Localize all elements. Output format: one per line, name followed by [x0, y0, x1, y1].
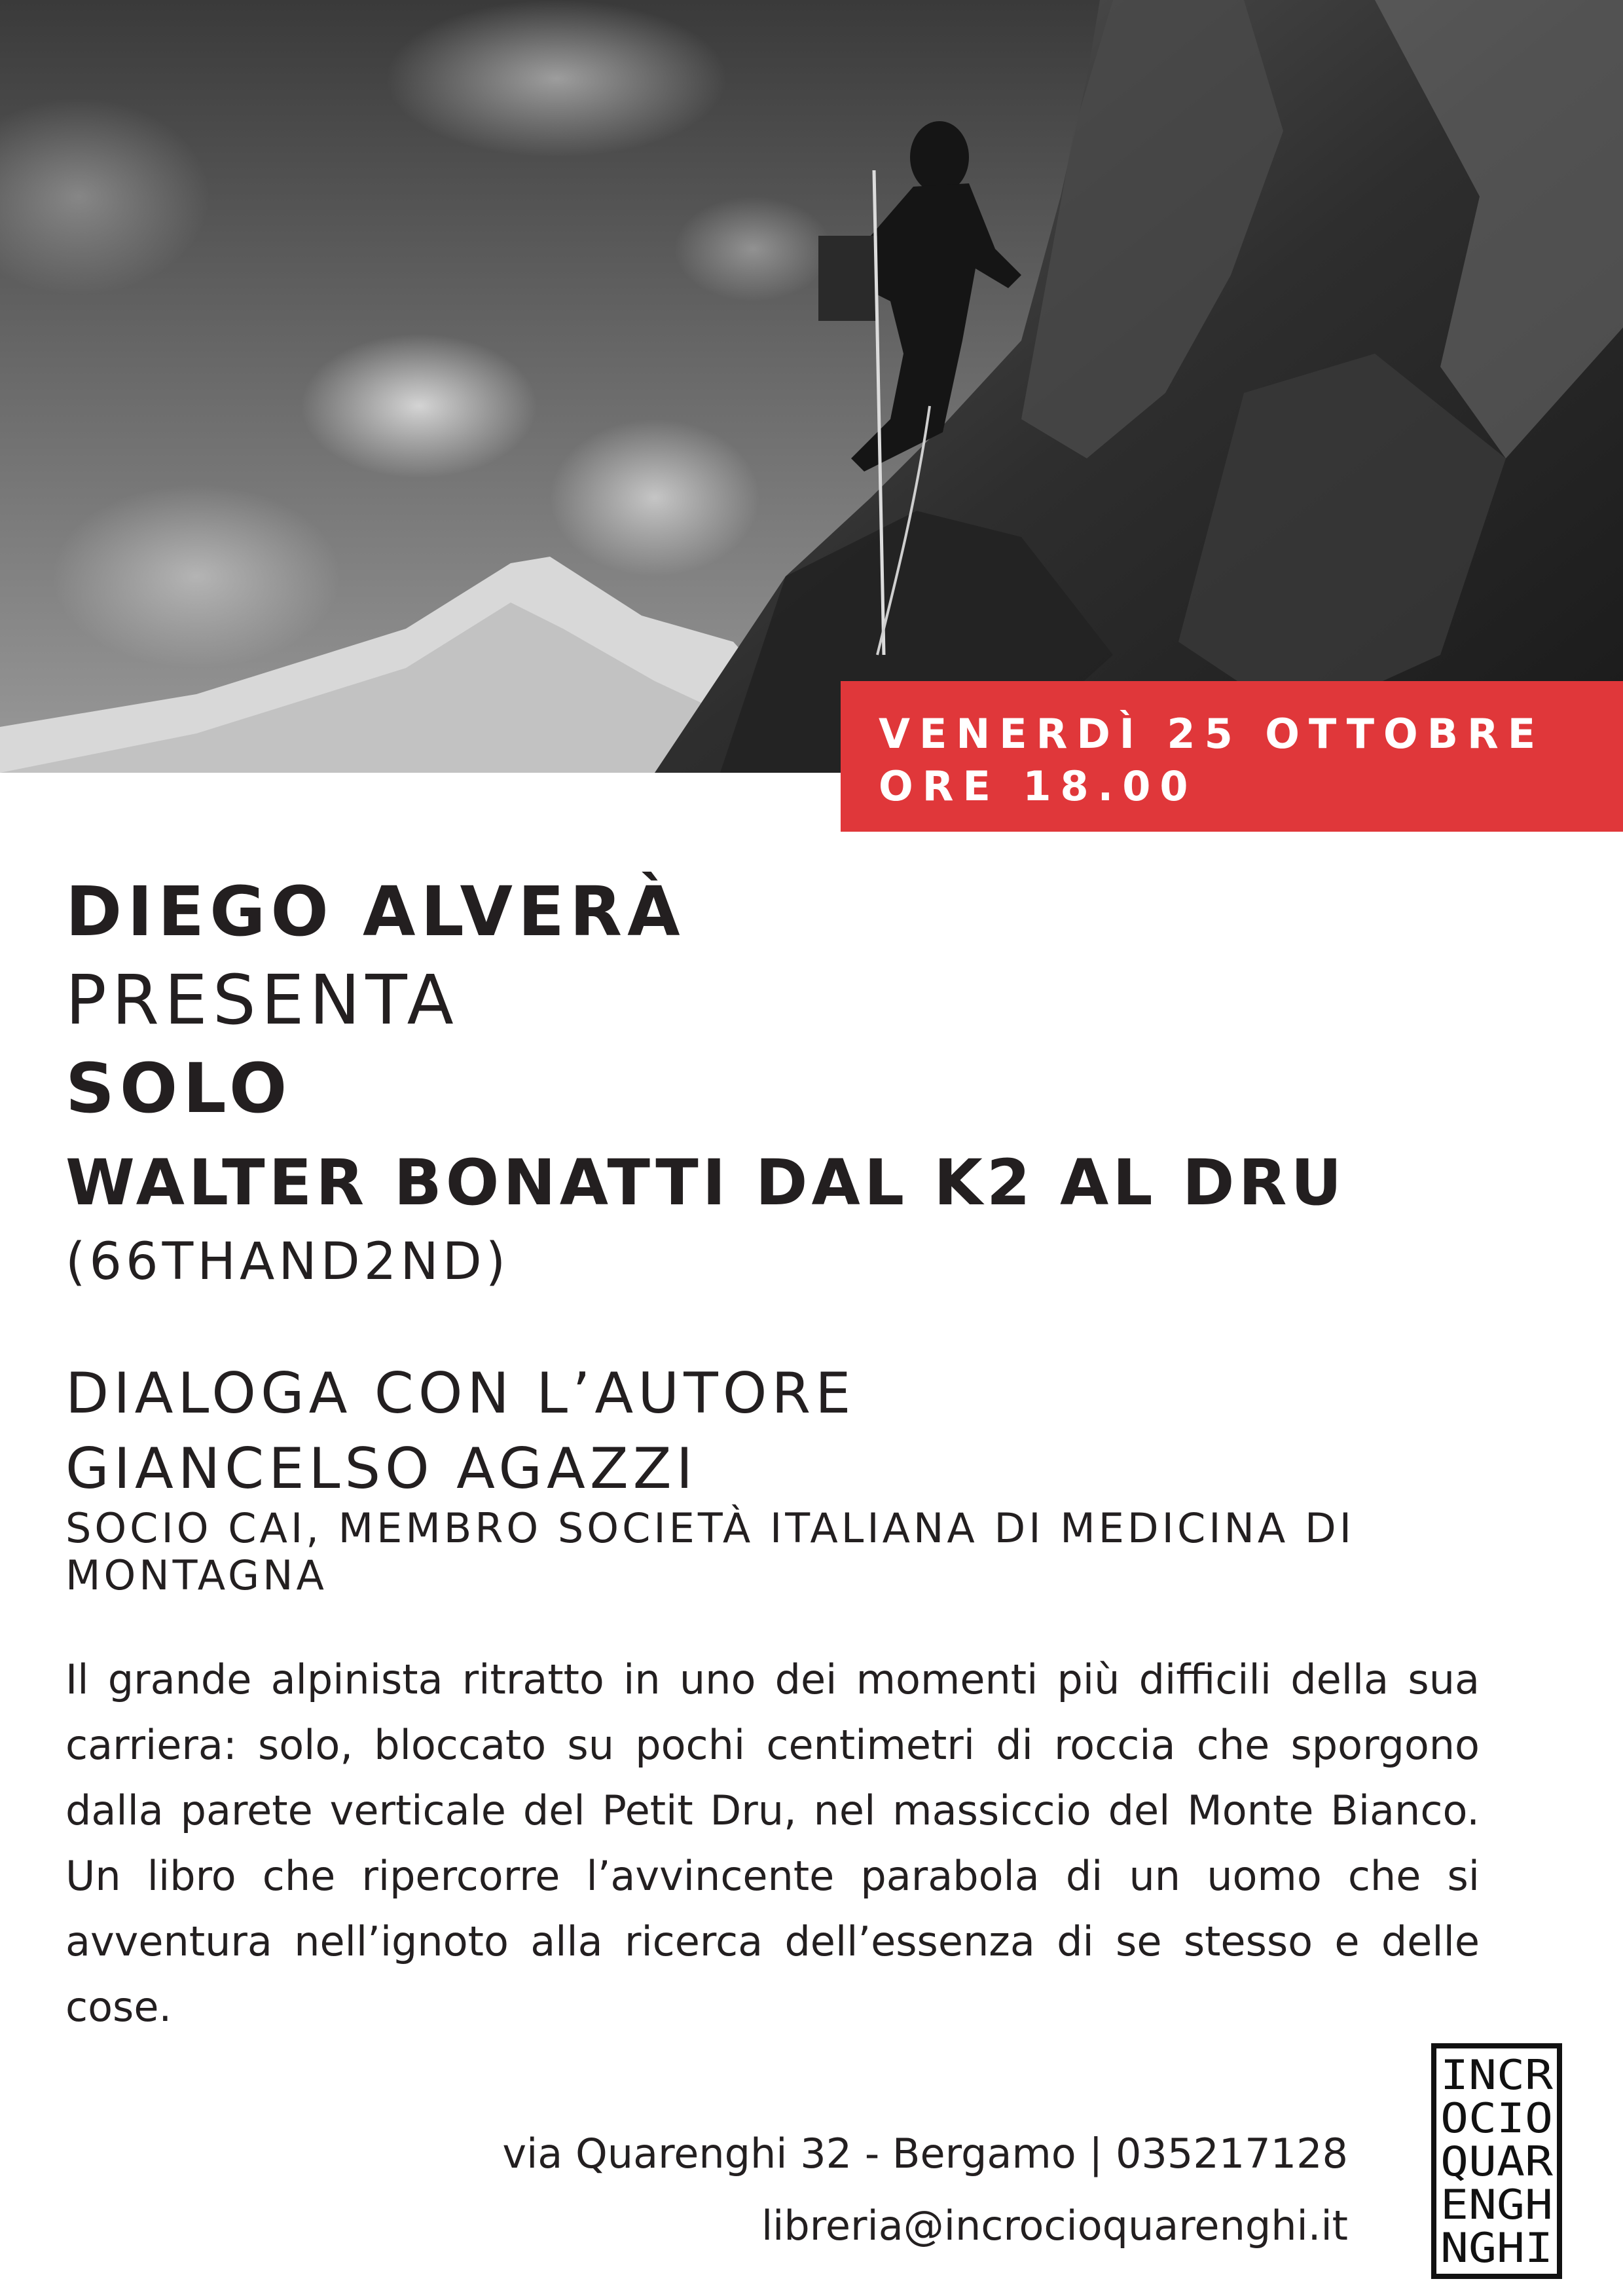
svg-text:INCR: INCR — [1440, 2051, 1554, 2099]
presents-label: PRESENTA — [65, 960, 459, 1040]
svg-text:NGHI: NGHI — [1440, 2224, 1553, 2272]
book-description: Il grande alpinista ritratto in uno dei momenti più difficili della sua carriera: solo, bloccato su pochi centimetri di roccia che sporgono dalla parete verticale del Petit Dru, nel massiccio del Monte Bianco. Un libro che ripercorre l’avvincente parabola di un uomo che si avventura nell’ignoto alla ricerca dell’essenza di se stesso e delle cose. — [65, 1656, 1480, 2031]
bookstore-address: via Quarenghi 32 - Bergamo | 035217128 — [502, 2130, 1348, 2177]
bookstore-email: libreria@incrocioquarenghi.it — [761, 2202, 1348, 2250]
guest-name: GIANCELSO AGAZZI — [65, 1436, 698, 1502]
author-name: DIEGO ALVERÀ — [65, 872, 685, 952]
incrocio-quarenghi-logo-icon — [1431, 2043, 1562, 2279]
svg-text:QUAR: QUAR — [1440, 2138, 1554, 2185]
svg-text:ENGH: ENGH — [1440, 2181, 1553, 2229]
guest-intro: DIALOGA CON L’AUTORE — [65, 1361, 856, 1426]
book-subtitle: WALTER BONATTI DAL K2 AL DRU — [65, 1146, 1346, 1219]
book-title: SOLO — [65, 1048, 293, 1128]
climber-photo-icon — [0, 0, 1623, 773]
svg-text:OCIO: OCIO — [1440, 2094, 1553, 2142]
guest-role: SOCIO CAI, MEMBRO SOCIETÀ ITALIANA DI MEDICINA DI MONTAGNA — [65, 1504, 1355, 1599]
event-date-banner — [841, 681, 1623, 832]
event-date: VENERDÌ 25 OTTOBRE — [879, 710, 1545, 758]
publisher: (66THAND2ND) — [65, 1232, 510, 1291]
event-time: ORE 18.00 — [879, 762, 1197, 810]
header-photo — [0, 0, 1623, 773]
